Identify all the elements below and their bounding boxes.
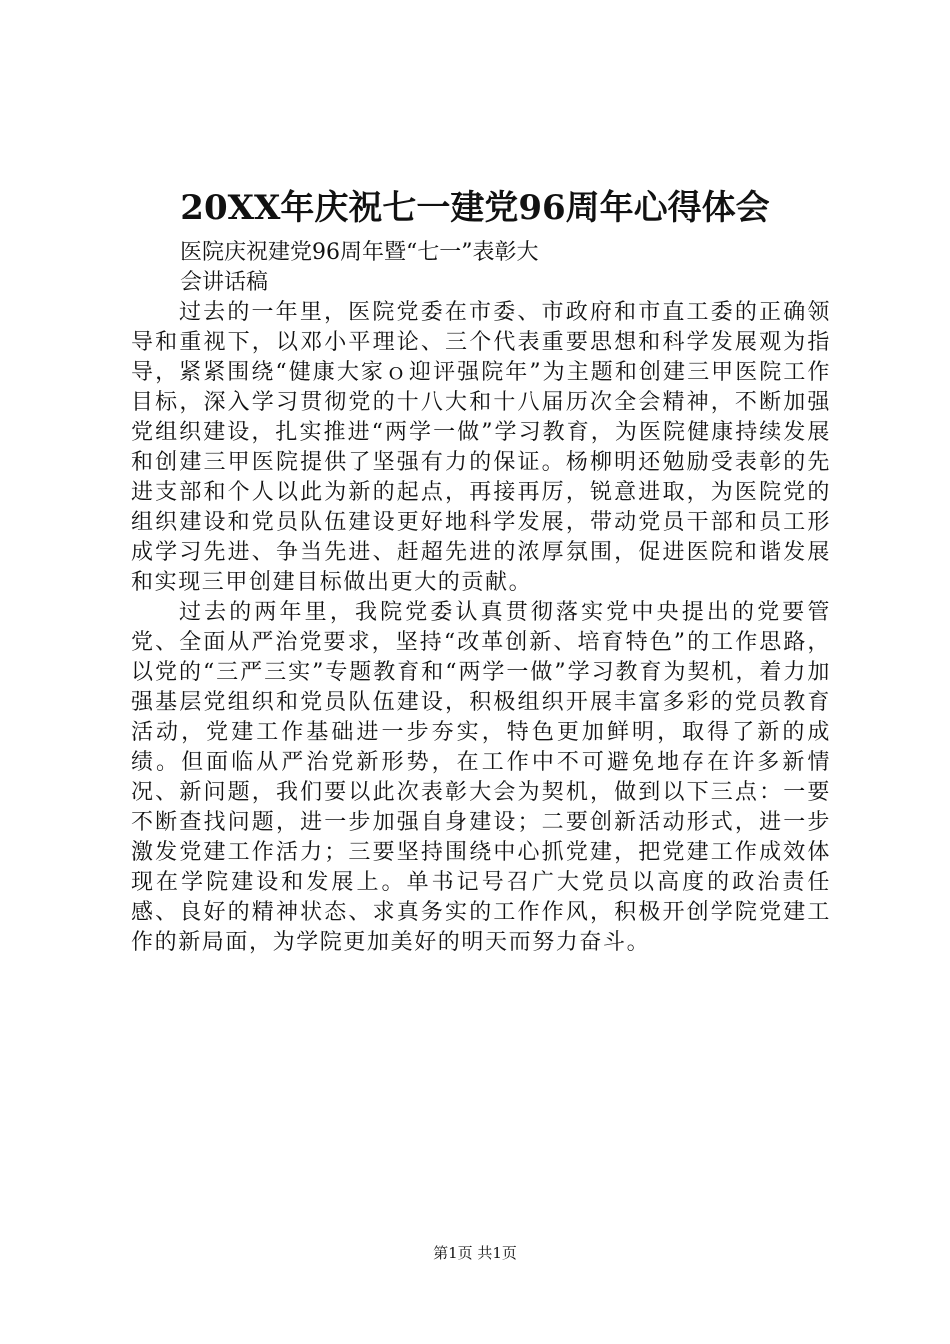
paragraph-1: 过去的一年里，医院党委在市委、市政府和市直工委的正确领导和重视下，以邓小平理论、三个代表重要思想和科学发展观为指导，紧紧围绕“健康大家ｏ迎评强院年”为主题和创建三甲医院工作目标，深入学习贯彻党的十八大和十八届历次全会精神，不断加强党组织建设，扎实推进“两学一做”学习教育，为医院健康持续发展和创建三甲医院提供了坚强有力的保证。杨柳明还勉励受表彰的先进支部和个人以此为新的起点，再接再厉，锐意进取，为医院党的组织建设和党员队伍建设更好地科学发展，带动党员干部和员工形成学习先进、争当先进、赶超先进的浓厚氛围，促进医院和谐发展和实现三甲创建目标做出更大的贡献。: [131, 300, 831, 595]
subtitle-line-2: 会讲话稿: [180, 270, 269, 295]
document-body: [131, 298, 831, 958]
paragraph-2: 过去的两年里，我院党委认真贯彻落实党中央提出的党要管党、全面从严治党要求，坚持“改革创新、培育特色”的工作思路，以党的“三严三实”专题教育和“两学一做”学习教育为契机，着力加强基层党组织和党员队伍建设，积极组织开展丰富多彩的党员教育活动，党建工作基础进一步夯实，特色更加鲜明，取得了新的成绩。但面临从严治党新形势，在工作中不可避免地存在许多新情况、新问题，我们要以此次表彰大会为契机，做到以下三点：一要不断查找问题，进一步加强自身建设；二要创新活动形式，进一步激发党建工作活力；三要坚持围绕中心抓党建，把党建工作成效体现在学院建设和发展上。单书记号召广大党员以高度的政治责任感、良好的精神状态、求真务实的工作作风，积极开创学院党建工作的新局面，为学院更加美好的明天而努力奋斗。: [131, 600, 831, 955]
page-footer: 第1页 共1页: [433, 1244, 517, 1262]
subtitle-line-1: 医院庆祝建党96周年暨“七一”表彰大: [180, 240, 539, 265]
document-title: 20XX年庆祝七一建党96周年心得体会: [180, 188, 770, 228]
